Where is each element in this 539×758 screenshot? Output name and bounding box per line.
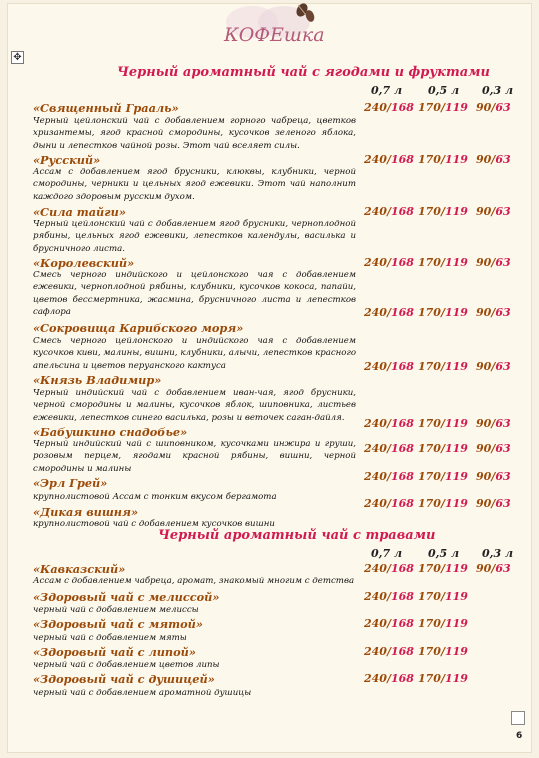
price-full: 240/: [364, 617, 391, 630]
price-full: 170/: [418, 153, 445, 166]
tea-name: «Здоровый чай с липой»: [33, 645, 196, 659]
price-full: 90/: [476, 360, 496, 373]
price-discount: 168: [390, 562, 414, 575]
price-col-1: [418, 672, 468, 685]
price-full: 170/: [418, 470, 445, 483]
tea-description: Смесь черного цейлонского и индийского чая с добавлением кусочков киви, малины, вишни, клубники, алычи, лепестков красного апельсина и цветов перуанского кактуса: [33, 336, 356, 371]
price-discount: 119: [444, 153, 468, 166]
price-full: 170/: [418, 417, 445, 430]
tea-name: «Эрл Грей»: [33, 476, 108, 490]
header-03-herbs: 0,3 л: [482, 547, 514, 560]
price-full: 90/: [476, 417, 496, 430]
price-full: 170/: [418, 360, 445, 373]
tea-description: Черный индийский чай с добавлением иван-чая, ягод брусники, черной смородины и малины, кусочков яблок, шиповника, листьев ежевики, лепестков синего василька, розы и веточек саган-дайля.: [33, 388, 356, 423]
tea-description: черный чай с добавлением ароматной душицы: [33, 688, 252, 698]
tea-name: «Дикая вишня»: [33, 505, 139, 519]
price-col-0: [364, 617, 414, 630]
price-full: 170/: [418, 617, 445, 630]
price-discount: 119: [444, 672, 468, 685]
price-discount: 119: [444, 617, 468, 630]
price-discount: 63: [495, 153, 511, 166]
price-discount: 119: [444, 470, 468, 483]
price-full: 240/: [364, 417, 391, 430]
tea-name: «Сокровища Карибского моря»: [33, 321, 244, 335]
price-full: 240/: [364, 360, 391, 373]
header-07-herbs: 0,7 л: [371, 547, 403, 560]
tea-description: Ассам с добавлением чабреца, аромат, знакомый многим с детства: [33, 576, 355, 586]
tea-description: крупнолистовой Ассам с тонким вкусом бергамота: [33, 492, 277, 502]
price-discount: 168: [390, 617, 414, 630]
price-full: 240/: [364, 442, 391, 455]
price-col-0: [364, 417, 414, 430]
price-col-0: [364, 256, 414, 269]
price-col-0: [364, 645, 414, 658]
price-full: 240/: [364, 101, 391, 114]
price-col-1: [418, 256, 468, 269]
price-col-1: [418, 645, 468, 658]
price-full: 240/: [364, 645, 391, 658]
price-full: 240/: [364, 205, 391, 218]
price-discount: 63: [495, 101, 511, 114]
price-full: 90/: [476, 497, 496, 510]
price-col-2: [476, 306, 511, 319]
price-col-1: [418, 205, 468, 218]
logo-text: КОФЕшка: [224, 24, 325, 46]
price-discount: 63: [495, 306, 511, 319]
price-discount: 119: [444, 497, 468, 510]
price-discount: 119: [444, 360, 468, 373]
price-col-2: [476, 256, 511, 269]
price-full: 90/: [476, 562, 496, 575]
price-col-2: [476, 442, 511, 455]
price-discount: 168: [390, 153, 414, 166]
price-col-2: [476, 470, 511, 483]
price-full: 240/: [364, 590, 391, 603]
tea-description: черный чай с добавлением мяты: [33, 633, 187, 643]
page-number: 6: [516, 731, 523, 741]
price-discount: 168: [390, 590, 414, 603]
price-full: 170/: [418, 442, 445, 455]
price-col-0: [364, 360, 414, 373]
tea-description: Ассам с добавлением ягод брусники, клюквы, клубники, черной смородины, черники и цельных ягод ежевики. Этот чай наполнит каждого здоровым русским духом.: [33, 167, 356, 202]
price-discount: 168: [390, 442, 414, 455]
tea-description: черный чай с добавлением мелиссы: [33, 605, 199, 615]
tea-name: «Бабушкино снадобье»: [33, 425, 188, 439]
price-full: 170/: [418, 562, 445, 575]
tea-name: «Сила тайги»: [33, 205, 126, 219]
tea-name: «Русский»: [33, 153, 101, 167]
tea-description: Черный цейлонский чай с добавлением горного чабреца, цветков хризантемы, ягод красной смородины, кусочков зеленого яблока, дыни и лепестков чайной розы. Этот чай вселяет силы.: [33, 116, 356, 151]
tea-name: «Здоровый чай с душицей»: [33, 672, 215, 686]
price-discount: 119: [444, 645, 468, 658]
price-discount: 168: [390, 470, 414, 483]
price-full: 90/: [476, 306, 496, 319]
price-full: 90/: [476, 101, 496, 114]
price-discount: 119: [444, 101, 468, 114]
price-full: 170/: [418, 645, 445, 658]
price-col-2: [476, 562, 511, 575]
price-discount: 63: [495, 497, 511, 510]
price-col-0: [364, 442, 414, 455]
price-discount: 119: [444, 205, 468, 218]
price-discount: 168: [390, 101, 414, 114]
price-discount: 119: [444, 306, 468, 319]
tea-name: «Королевский»: [33, 256, 135, 270]
price-full: 240/: [364, 497, 391, 510]
header-05-herbs: 0,5 л: [428, 547, 460, 560]
price-col-0: [364, 590, 414, 603]
price-discount: 119: [444, 442, 468, 455]
section-title-herbs: Черный ароматный чай с травами: [158, 528, 436, 543]
price-col-1: [418, 590, 468, 603]
header-05: 0,5 л: [428, 84, 460, 97]
price-full: 240/: [364, 256, 391, 269]
price-discount: 168: [390, 306, 414, 319]
price-col-0: [364, 470, 414, 483]
price-col-1: [418, 442, 468, 455]
tea-description: Смесь черного индийского и цейлонского чая с добавлением ежевики, черноплодной рябины, клубники, кусочков кокоса, папайи, цветов бессмертника, жасмина, брусничного листа и лепестков сафлора: [33, 270, 356, 318]
price-discount: 119: [444, 590, 468, 603]
price-col-1: [418, 617, 468, 630]
price-discount: 63: [495, 470, 511, 483]
price-discount: 63: [495, 442, 511, 455]
price-col-0: [364, 562, 414, 575]
price-discount: 63: [495, 256, 511, 269]
logo: [210, 0, 330, 52]
header-07: 0,7 л: [371, 84, 403, 97]
tea-description: черный чай с добавлением цветов липы: [33, 660, 220, 670]
tea-name: «Князь Владимир»: [33, 373, 162, 387]
price-full: 240/: [364, 562, 391, 575]
price-col-2: [476, 101, 511, 114]
price-discount: 119: [444, 256, 468, 269]
price-discount: 168: [390, 256, 414, 269]
header-03: 0,3 л: [482, 84, 514, 97]
tea-description: Черный цейлонский чай с добавлением ягод брусники, черноплодной рябины, цельных ягод ежевики, лепестков календулы, василька и брусничного листа.: [33, 219, 356, 254]
price-discount: 63: [495, 562, 511, 575]
price-col-0: [364, 101, 414, 114]
price-col-1: [418, 360, 468, 373]
price-discount: 63: [495, 360, 511, 373]
price-discount: 168: [390, 417, 414, 430]
price-col-1: [418, 153, 468, 166]
price-full: 170/: [418, 256, 445, 269]
price-col-0: [364, 306, 414, 319]
price-full: 170/: [418, 205, 445, 218]
price-discount: 168: [390, 360, 414, 373]
price-full: 240/: [364, 153, 391, 166]
price-full: 170/: [418, 590, 445, 603]
price-discount: 63: [495, 205, 511, 218]
price-discount: 168: [390, 205, 414, 218]
move-handle-icon[interactable]: ✥: [11, 51, 24, 64]
price-full: 90/: [476, 205, 496, 218]
price-discount: 63: [495, 417, 511, 430]
price-col-2: [476, 497, 511, 510]
price-full: 90/: [476, 153, 496, 166]
price-col-0: [364, 205, 414, 218]
price-col-2: [476, 360, 511, 373]
price-full: 90/: [476, 442, 496, 455]
price-col-1: [418, 562, 468, 575]
price-col-1: [418, 101, 468, 114]
price-discount: 119: [444, 562, 468, 575]
price-col-2: [476, 205, 511, 218]
price-discount: 168: [390, 672, 414, 685]
price-full: 170/: [418, 306, 445, 319]
price-col-0: [364, 153, 414, 166]
price-discount: 119: [444, 417, 468, 430]
price-discount: 168: [390, 497, 414, 510]
price-col-2: [476, 417, 511, 430]
price-col-1: [418, 470, 468, 483]
price-full: 170/: [418, 101, 445, 114]
price-discount: 168: [390, 645, 414, 658]
tea-name: «Священный Грааль»: [33, 101, 179, 115]
price-col-1: [418, 417, 468, 430]
tea-name: «Кавказский»: [33, 562, 126, 576]
tea-description: крупнолистовой чай с добавлением кусочков вишни: [33, 519, 275, 529]
corner-box[interactable]: [511, 711, 525, 725]
tea-name: «Здоровый чай с мятой»: [33, 617, 203, 631]
price-full: 90/: [476, 470, 496, 483]
price-full: 240/: [364, 306, 391, 319]
price-full: 240/: [364, 672, 391, 685]
price-full: 90/: [476, 256, 496, 269]
price-full: 170/: [418, 672, 445, 685]
price-col-1: [418, 497, 468, 510]
price-col-0: [364, 497, 414, 510]
section-title-berries: Черный ароматный чай с ягодами и фруктами: [117, 65, 490, 80]
price-col-0: [364, 672, 414, 685]
price-full: 170/: [418, 497, 445, 510]
price-col-1: [418, 306, 468, 319]
price-full: 240/: [364, 470, 391, 483]
tea-description: Черный индийский чай с шиповником, кусочками инжира и груши, розовым перцем, ягодами красной рябины, вишни, черной смородины и малины: [33, 439, 356, 474]
tea-name: «Здоровый чай с мелиссой»: [33, 590, 220, 604]
price-col-2: [476, 153, 511, 166]
